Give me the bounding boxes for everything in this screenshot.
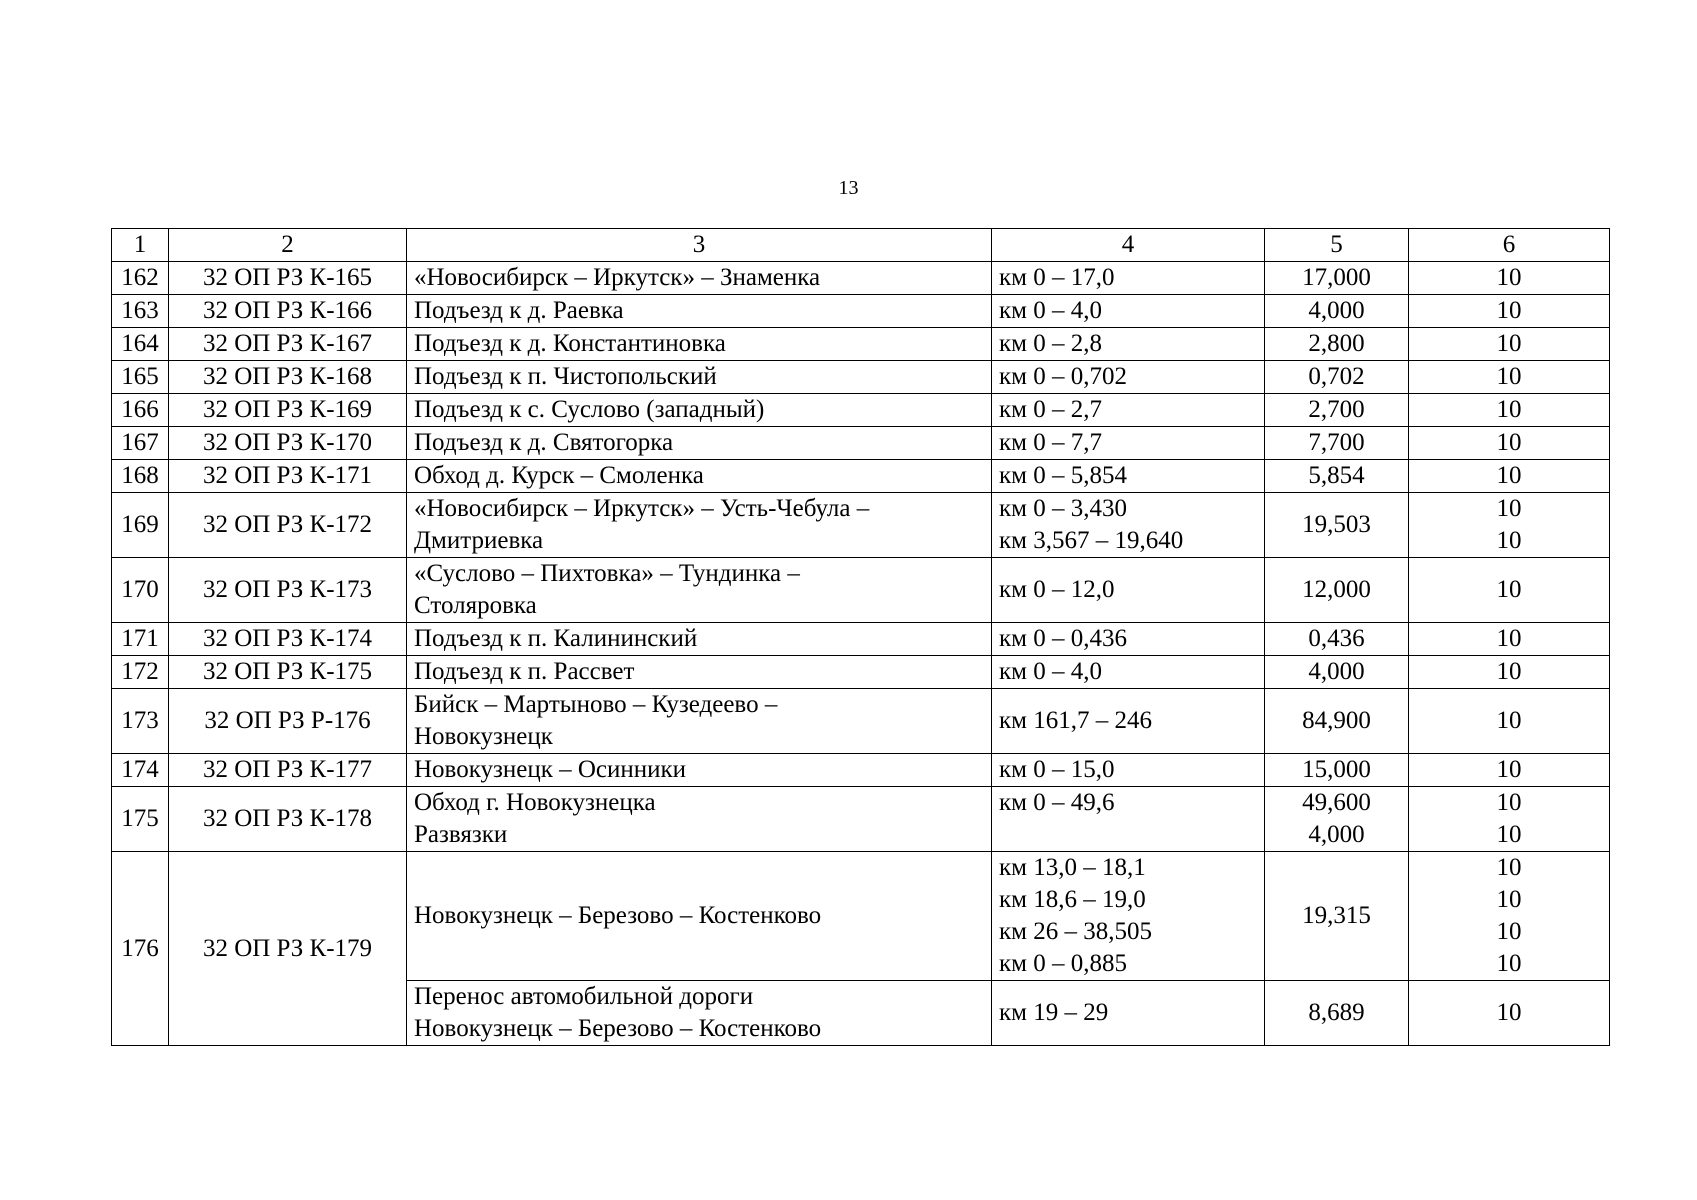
road-length	[1265, 361, 1409, 394]
road-code: 32 ОП РЗ К-170	[169, 427, 407, 460]
road-class-line: 10	[1496, 429, 1522, 456]
road-name-line: Обход г. Новокузнецка	[414, 789, 656, 816]
road-class-line: 10	[1496, 330, 1522, 357]
header-col-4: 4	[992, 229, 1265, 262]
road-length	[1265, 852, 1409, 981]
row-number: 176	[112, 852, 169, 1046]
road-class-line: 10	[1496, 297, 1522, 324]
road-class	[1409, 981, 1610, 1046]
table-row	[112, 493, 1610, 558]
km-range	[992, 981, 1265, 1046]
row-number: 163	[112, 295, 169, 328]
road-code: 32 ОП РЗ Р-176	[169, 689, 407, 754]
road-length	[1265, 328, 1409, 361]
road-class	[1409, 361, 1610, 394]
road-length-line: 0,702	[1308, 363, 1365, 390]
km-range	[992, 427, 1265, 460]
road-name-line: Обход д. Курск – Смоленка	[414, 462, 704, 489]
km-range-line: км 0 – 2,8	[999, 330, 1102, 357]
km-range	[992, 394, 1265, 427]
road-class-line: 10	[1496, 999, 1522, 1026]
road-length-line: 49,600	[1302, 789, 1371, 816]
road-name	[407, 852, 992, 981]
road-name-line: Подъезд к д. Святогорка	[414, 429, 674, 456]
table-row	[112, 262, 1610, 295]
km-range	[992, 328, 1265, 361]
road-code: 32 ОП РЗ К-175	[169, 656, 407, 689]
road-name-line: «Суслово – Пихтовка» – Тундинка –	[414, 560, 800, 587]
km-range-line: км 18,6 – 19,0	[999, 886, 1146, 913]
road-class	[1409, 394, 1610, 427]
road-length	[1265, 754, 1409, 787]
road-length	[1265, 262, 1409, 295]
road-code: 32 ОП РЗ К-174	[169, 623, 407, 656]
road-code: 32 ОП РЗ К-168	[169, 361, 407, 394]
road-name-line: Дмитриевка	[414, 527, 544, 554]
road-length-line: 19,315	[1302, 902, 1371, 929]
road-name	[407, 394, 992, 427]
road-name	[407, 558, 992, 623]
road-length-line: 15,000	[1302, 756, 1371, 783]
road-class	[1409, 558, 1610, 623]
roads-table-body	[112, 229, 1610, 1046]
road-length-line: 2,700	[1308, 396, 1365, 423]
km-range	[992, 262, 1265, 295]
header-col-3: 3	[407, 229, 992, 262]
road-name	[407, 361, 992, 394]
km-range-line: км 0 – 5,854	[999, 462, 1127, 489]
road-length	[1265, 787, 1409, 852]
km-range	[992, 493, 1265, 558]
row-number: 166	[112, 394, 169, 427]
road-name-line: Бийск – Мартыново – Кузедеево –	[414, 691, 778, 718]
km-range	[992, 787, 1265, 852]
header-col-2: 2	[169, 229, 407, 262]
table-row	[112, 558, 1610, 623]
road-class	[1409, 754, 1610, 787]
table-row	[112, 361, 1610, 394]
road-name-line: Новокузнецк – Осинники	[414, 756, 687, 783]
road-class	[1409, 295, 1610, 328]
road-code: 32 ОП РЗ К-171	[169, 460, 407, 493]
table-row	[112, 787, 1610, 852]
road-length	[1265, 460, 1409, 493]
row-number: 167	[112, 427, 169, 460]
road-name-line: Подъезд к д. Константиновка	[414, 330, 726, 357]
road-name-line: Столяровка	[414, 592, 537, 619]
road-length-line: 17,000	[1302, 264, 1371, 291]
road-code: 32 ОП РЗ К-177	[169, 754, 407, 787]
road-class-line: 10	[1496, 707, 1522, 734]
road-class	[1409, 493, 1610, 558]
road-class-line: 10	[1496, 756, 1522, 783]
road-class	[1409, 689, 1610, 754]
table-row	[112, 427, 1610, 460]
row-number: 175	[112, 787, 169, 852]
road-name-line: Подъезд к д. Раевка	[414, 297, 624, 324]
table-row	[112, 689, 1610, 754]
roads-table	[111, 228, 1610, 1046]
km-range-line: км 0 – 7,7	[999, 429, 1102, 456]
page-number: 13	[838, 177, 859, 199]
road-length	[1265, 656, 1409, 689]
km-range-line: км 161,7 – 246	[999, 707, 1152, 734]
header-col-5: 5	[1265, 229, 1409, 262]
road-name	[407, 754, 992, 787]
road-length	[1265, 623, 1409, 656]
road-name	[407, 328, 992, 361]
road-name	[407, 427, 992, 460]
road-class-line: 10	[1496, 854, 1522, 881]
road-name	[407, 656, 992, 689]
row-number: 162	[112, 262, 169, 295]
row-number: 168	[112, 460, 169, 493]
road-length-line: 7,700	[1308, 429, 1365, 456]
row-number: 169	[112, 493, 169, 558]
road-name	[407, 787, 992, 852]
row-number: 172	[112, 656, 169, 689]
row-number: 174	[112, 754, 169, 787]
road-class-line: 10	[1496, 789, 1522, 816]
road-length	[1265, 427, 1409, 460]
road-name	[407, 460, 992, 493]
table-row	[112, 460, 1610, 493]
road-length-line: 19,503	[1302, 511, 1371, 538]
table-row	[112, 295, 1610, 328]
road-name	[407, 262, 992, 295]
road-name-line: Новокузнецк	[414, 723, 553, 750]
km-range	[992, 361, 1265, 394]
road-name-line: Подъезд к п. Калининский	[414, 625, 698, 652]
road-length	[1265, 981, 1409, 1046]
header-col-6: 6	[1409, 229, 1610, 262]
km-range-line: км 0 – 3,430	[999, 495, 1127, 522]
road-class-line: 10	[1496, 576, 1522, 603]
road-code: 32 ОП РЗ К-172	[169, 493, 407, 558]
road-class	[1409, 328, 1610, 361]
road-name-line: Развязки	[414, 821, 508, 848]
road-name	[407, 981, 992, 1046]
header-col-1: 1	[112, 229, 169, 262]
road-name-line: Перенос автомобильной дороги	[414, 983, 754, 1010]
km-range	[992, 852, 1265, 981]
km-range-line: км 0 – 17,0	[999, 264, 1115, 291]
road-code: 32 ОП РЗ К-179	[169, 852, 407, 1046]
km-range-line: км 13,0 – 18,1	[999, 854, 1146, 881]
table-row	[112, 328, 1610, 361]
table-row	[112, 656, 1610, 689]
road-class-line: 10	[1496, 918, 1522, 945]
km-range-line: км 0 – 12,0	[999, 576, 1115, 603]
road-name	[407, 623, 992, 656]
row-number: 170	[112, 558, 169, 623]
road-length-line: 2,800	[1308, 330, 1365, 357]
road-code: 32 ОП РЗ К-165	[169, 262, 407, 295]
road-class	[1409, 427, 1610, 460]
km-range	[992, 754, 1265, 787]
road-class-line: 10	[1496, 396, 1522, 423]
table-row	[112, 394, 1610, 427]
road-class-line: 10	[1496, 625, 1522, 652]
road-code: 32 ОП РЗ К-167	[169, 328, 407, 361]
row-number: 171	[112, 623, 169, 656]
road-length	[1265, 558, 1409, 623]
km-range-line: км 3,567 – 19,640	[999, 527, 1184, 554]
road-class-line: 10	[1496, 658, 1522, 685]
road-length-line: 0,436	[1308, 625, 1365, 652]
road-length-line: 84,900	[1302, 707, 1371, 734]
road-code: 32 ОП РЗ К-173	[169, 558, 407, 623]
km-range	[992, 558, 1265, 623]
road-class	[1409, 460, 1610, 493]
road-class-line: 10	[1496, 950, 1522, 977]
km-range	[992, 656, 1265, 689]
road-class-line: 10	[1496, 821, 1522, 848]
road-name-line: «Новосибирск – Иркутск» – Знаменка	[414, 264, 821, 291]
km-range-line: км 0 – 4,0	[999, 297, 1102, 324]
road-name-line: Подъезд к п. Рассвет	[414, 658, 635, 685]
row-number: 173	[112, 689, 169, 754]
road-code: 32 ОП РЗ К-178	[169, 787, 407, 852]
km-range	[992, 623, 1265, 656]
road-name-line: Подъезд к п. Чистопольский	[414, 363, 717, 390]
road-class	[1409, 656, 1610, 689]
road-length	[1265, 295, 1409, 328]
road-code: 32 ОП РЗ К-169	[169, 394, 407, 427]
road-class-line: 10	[1496, 495, 1522, 522]
km-range-line: км 26 – 38,505	[999, 918, 1152, 945]
km-range-line: км 0 – 0,885	[999, 950, 1127, 977]
road-class	[1409, 787, 1610, 852]
road-length	[1265, 394, 1409, 427]
km-range-line: км 19 – 29	[999, 999, 1109, 1026]
road-class	[1409, 262, 1610, 295]
km-range	[992, 295, 1265, 328]
road-name	[407, 295, 992, 328]
km-range-line: км 0 – 49,6	[999, 789, 1115, 816]
table-row	[112, 754, 1610, 787]
road-name-line: Новокузнецк – Березово – Костенково	[414, 902, 822, 929]
road-length	[1265, 689, 1409, 754]
row-number: 164	[112, 328, 169, 361]
road-name	[407, 493, 992, 558]
road-length-line: 4,000	[1308, 821, 1365, 848]
road-class-line: 10	[1496, 886, 1522, 913]
table-row	[112, 852, 1610, 981]
road-length-line: 12,000	[1302, 576, 1371, 603]
road-class-line: 10	[1496, 462, 1522, 489]
road-code: 32 ОП РЗ К-166	[169, 295, 407, 328]
km-range-line: км 0 – 0,702	[999, 363, 1127, 390]
road-class-line: 10	[1496, 264, 1522, 291]
row-number: 165	[112, 361, 169, 394]
road-name-line: Подъезд к с. Суслово (западный)	[414, 396, 765, 423]
road-length-line: 4,000	[1308, 658, 1365, 685]
road-length-line: 4,000	[1308, 297, 1365, 324]
road-length-line: 8,689	[1308, 999, 1365, 1026]
km-range-line: км 0 – 4,0	[999, 658, 1102, 685]
km-range-line: км 0 – 15,0	[999, 756, 1115, 783]
road-name-line: Новокузнецк – Березово – Костенково	[414, 1015, 822, 1042]
table-row	[112, 623, 1610, 656]
road-class-line: 10	[1496, 527, 1522, 554]
road-length	[1265, 493, 1409, 558]
km-range	[992, 460, 1265, 493]
road-name	[407, 689, 992, 754]
km-range-line: км 0 – 0,436	[999, 625, 1127, 652]
road-length-line: 5,854	[1308, 462, 1365, 489]
km-range-line	[999, 819, 1257, 851]
km-range-line: км 0 – 2,7	[999, 396, 1102, 423]
road-class	[1409, 623, 1610, 656]
road-class	[1409, 852, 1610, 981]
road-name-line: «Новосибирск – Иркутск» – Усть-Чебула –	[414, 495, 870, 522]
road-class-line: 10	[1496, 363, 1522, 390]
km-range	[992, 689, 1265, 754]
header-row	[112, 229, 1610, 262]
